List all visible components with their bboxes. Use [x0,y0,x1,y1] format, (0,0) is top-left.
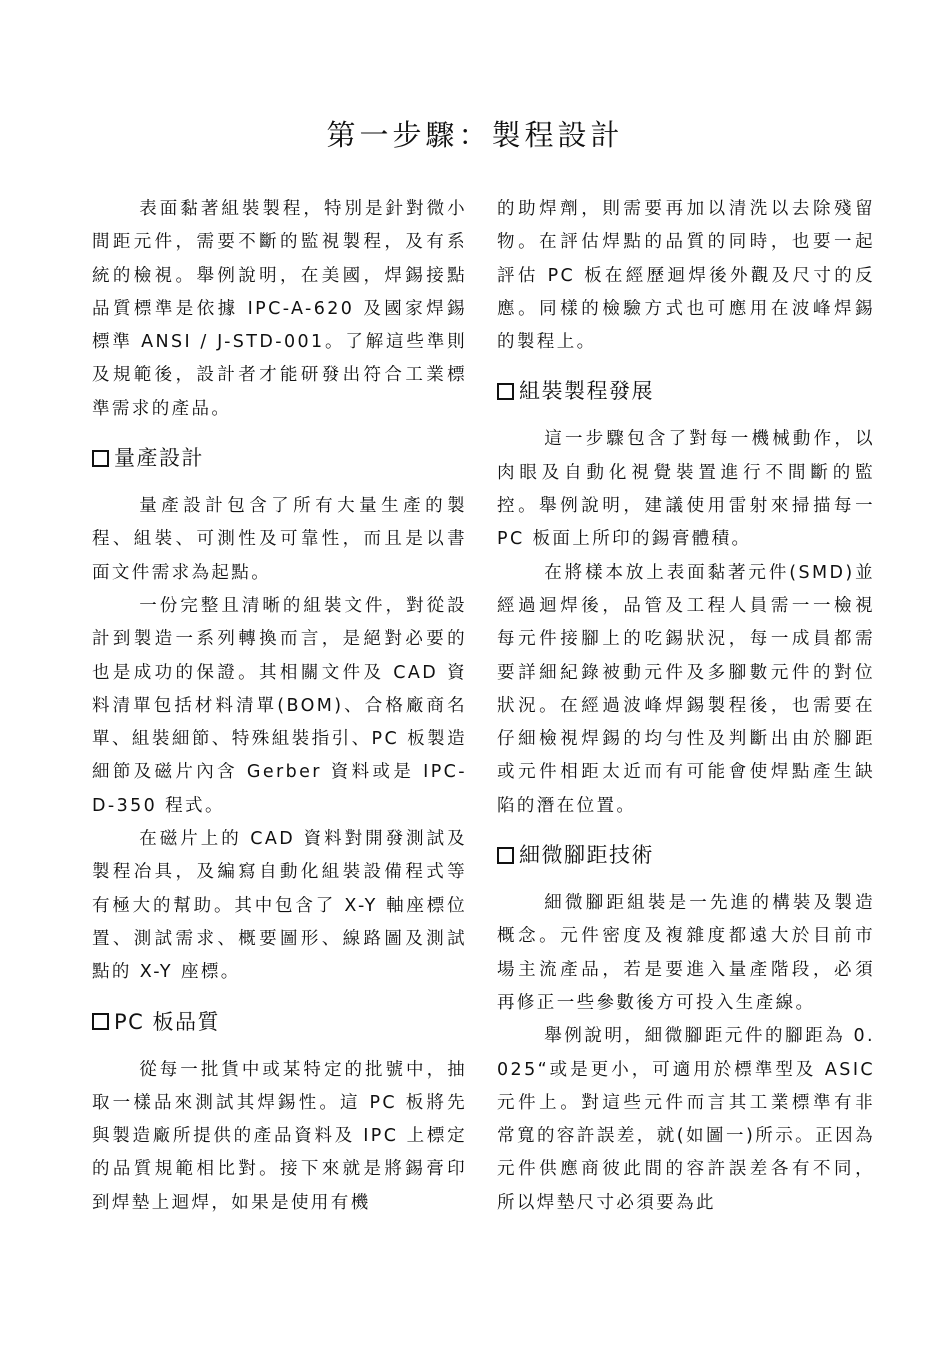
section-heading-assembly-process [497,371,875,411]
pcb-quality-paragraph-1: 從每一批貨中或某特定的批號中，抽取一樣品來測試其焊錫性。這 PC 板將先與製造廠所提供的產品資料及 IPC 上標定的品質規範相比對。接下來就是將錫膏印到焊墊上迴焊，如果是使用有機 [92,1059,467,1213]
ballot-box-icon [497,847,514,864]
section-heading-fine-pitch [497,835,875,875]
fine-pitch-paragraph-1: 細微腳距組裝是一先進的構裝及製造概念。元件密度及複雜度都遠大於目前市場主流產品，若是要進入量產階段，必須再修正一些參數後方可投入生產線。 [497,893,875,1013]
section-heading-pcb-quality [92,1002,467,1042]
section-heading-mass-production [92,438,467,478]
ballot-box-icon [497,383,514,400]
intro-paragraph: 表面黏著組裝製程，特別是針對微小間距元件，需要不斷的監視製程，及有系統的檢視。舉例說明，在美國，焊錫接點品質標準是依據 IPC-A-620 及國家焊錫標準 ANSI / J-STD-001。了解這些準則及規範後，設計者才能研發出符合工業標準需求的產品。 [92,199,467,419]
section-heading-label: PC 板品質 [114,1009,221,1034]
section-heading-label: 量產設計 [114,446,204,471]
assembly-paragraph-2: 在將樣本放上表面黏著元件(SMD)並經過迴焊後，品管及工程人員需一一檢視每元件接腳上的吃錫狀況，每一成員都需要詳細紀錄被動元件及多腳數元件的對位狀況。在經過波峰焊錫製程後，也需要在仔細檢視焊錫的均勻性及判斷出由於腳距或元件相距太近而有可能會使焊點產生缺陷的潛在位置。 [497,562,875,816]
section-heading-label: 細微腳距技術 [519,843,654,868]
ballot-box-icon [92,1013,109,1030]
mass-production-paragraph-1: 量產設計包含了所有大量生產的製程、組裝、可測性及可靠性，而且是以書面文件需求為起點。 [92,496,467,583]
ballot-box-icon [92,450,109,467]
mass-production-paragraph-2: 一份完整且清晰的組裝文件，對從設計到製造一系列轉換而言，是絕對必要的也是成功的保證。其相關文件及 CAD 資料清單包括材料清單(BOM)、合格廠商名單、組裝細節、特殊組裝指引、PC 板製造細節及磁片內含 Gerber 資料或是 IPC-D-350 程式。 [92,595,467,816]
mass-production-paragraph-3: 在磁片上的 CAD 資料對開發測試及製程冶具，及編寫自動化組裝設備程式等有極大的幫助。其中包含了 X-Y 軸座標位置、測試需求、概要圖形、線路圖及測試點的 X-Y 座標。 [92,829,467,983]
fine-pitch-paragraph-2: 舉例說明，細微腳距元件的腳距為 0.025“或是更小，可適用於標準型及 ASIC 元件上。對這些元件而言其工業標準有非常寬的容許誤差，就(如圖一)所示。正因為元件供應商彼此間的容許誤差各有不同，所以焊墊尺寸必須要為此 [497,1026,875,1213]
page-title: 第一步驟：製程設計 [326,118,624,152]
continued-paragraph: 的助焊劑，則需要再加以清洗以去除殘留物。在評估焊點的品質的同時，也要一起評估 PC 板在經歷迴焊後外觀及尺寸的反應。同樣的檢驗方式也可應用在波峰焊錫的製程上。 [497,199,875,353]
right-column [497,193,875,1220]
left-column [92,193,467,1220]
assembly-paragraph-1: 這一步驟包含了對每一機械動作，以肉眼及自動化視覺裝置進行不間斷的監控。舉例說明，建議使用雷射來掃描每一 PC 板面上所印的錫膏體積。 [497,429,875,550]
section-heading-label: 組裝製程發展 [519,379,654,404]
